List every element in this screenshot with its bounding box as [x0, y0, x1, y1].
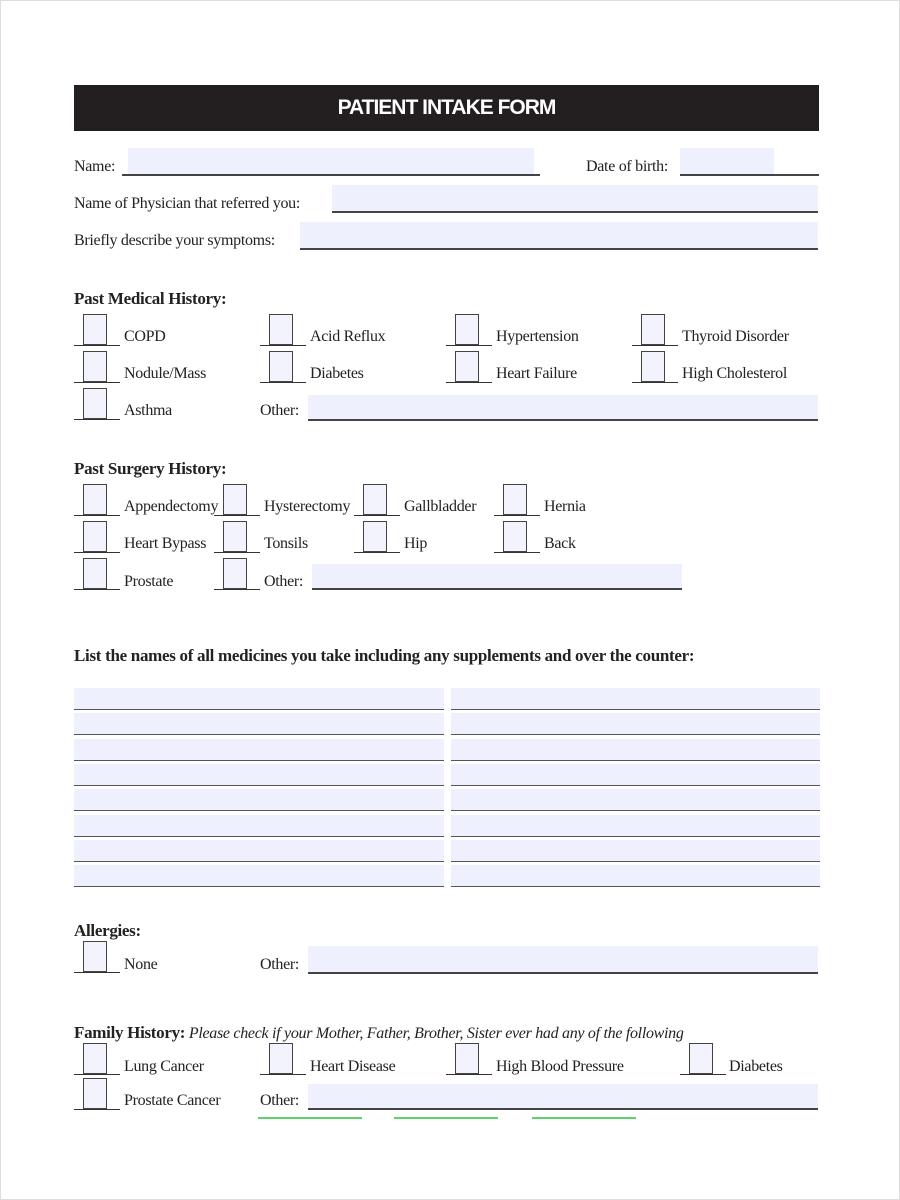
checkbox-high-cholesterol[interactable]	[632, 351, 678, 383]
dob-label: Date of birth:	[586, 158, 668, 175]
medicine-input[interactable]	[74, 840, 444, 862]
checkbox-surgery-other[interactable]	[214, 558, 260, 590]
checkbox-acid-reflux[interactable]	[260, 314, 306, 346]
option-label: Asthma	[124, 402, 172, 419]
symptoms-label: Briefly describe your symptoms:	[74, 232, 275, 249]
family-other-input[interactable]	[308, 1084, 818, 1110]
option-label: Acid Reflux	[310, 328, 386, 345]
surgery-other-label: Other:	[264, 573, 304, 590]
option-label: Heart Disease	[310, 1058, 396, 1075]
medicine-input[interactable]	[451, 789, 820, 811]
option-label: Prostate	[124, 573, 174, 590]
option-label: Thyroid Disorder	[682, 328, 789, 345]
option-label: Tonsils	[264, 535, 308, 552]
medicine-input[interactable]	[451, 739, 820, 761]
allergies-other-label: Other:	[260, 956, 300, 973]
form-title: PATIENT INTAKE FORM	[74, 85, 819, 131]
medicine-input[interactable]	[74, 688, 444, 710]
checkbox-appendectomy[interactable]	[74, 484, 120, 516]
surgery-history-heading: Past Surgery History:	[74, 459, 227, 478]
dob-underline	[680, 174, 819, 176]
option-label: Hypertension	[496, 328, 579, 345]
allergies-other-input[interactable]	[308, 946, 818, 974]
option-label: Appendectomy	[124, 498, 219, 515]
physician-label: Name of Physician that referred you:	[74, 195, 301, 212]
checkbox-prostate[interactable]	[74, 558, 120, 590]
option-label: Lung Cancer	[124, 1058, 204, 1075]
checkbox-copd[interactable]	[74, 314, 120, 346]
medicine-input[interactable]	[451, 840, 820, 862]
dob-input[interactable]	[680, 148, 774, 174]
medicine-input[interactable]	[451, 764, 820, 786]
name-underline	[122, 174, 540, 176]
family-note: Please check if your Mother, Father, Brother, Sister ever had any of the following	[188, 1025, 684, 1042]
checkbox-hernia[interactable]	[494, 484, 540, 516]
checkbox-tonsils[interactable]	[214, 521, 260, 553]
medicine-input[interactable]	[451, 688, 820, 710]
medical-other-label: Other:	[260, 402, 300, 419]
medicine-input[interactable]	[74, 764, 444, 786]
option-label: Hip	[404, 535, 428, 552]
checkbox-hip[interactable]	[354, 521, 400, 553]
name-label: Name:	[74, 158, 116, 175]
name-input[interactable]	[128, 148, 534, 174]
checkbox-high-blood-pressure[interactable]	[446, 1043, 492, 1075]
option-label: None	[124, 956, 158, 973]
surgery-other-input[interactable]	[312, 564, 682, 590]
family-history-heading	[74, 1023, 684, 1043]
option-label: Prostate Cancer	[124, 1092, 221, 1109]
option-label: Heart Failure	[496, 365, 577, 382]
checkbox-nodule-mass[interactable]	[74, 351, 120, 383]
option-label: Hysterectomy	[264, 498, 351, 515]
medicine-input[interactable]	[451, 865, 820, 887]
checkbox-back[interactable]	[494, 521, 540, 553]
checkbox-heart-failure[interactable]	[446, 351, 492, 383]
checkbox-lung-cancer[interactable]	[74, 1043, 120, 1075]
medicine-input[interactable]	[74, 815, 444, 837]
medicine-input[interactable]	[451, 815, 820, 837]
checkbox-family-diabetes[interactable]	[680, 1043, 726, 1075]
option-label: High Cholesterol	[682, 365, 787, 382]
option-label: Hernia	[544, 498, 586, 515]
option-label: Diabetes	[729, 1058, 783, 1075]
family-other-label: Other:	[260, 1092, 300, 1109]
option-label: COPD	[124, 328, 166, 345]
option-label: Heart Bypass	[124, 535, 207, 552]
medicine-input[interactable]	[74, 789, 444, 811]
option-label: High Blood Pressure	[496, 1058, 624, 1075]
green-underline	[532, 1117, 636, 1119]
checkbox-hypertension[interactable]	[446, 314, 492, 346]
symptoms-input[interactable]	[300, 222, 818, 250]
medicine-input[interactable]	[74, 865, 444, 887]
option-label: Diabetes	[310, 365, 364, 382]
green-underline	[394, 1117, 498, 1119]
medicine-input[interactable]	[74, 713, 444, 735]
checkbox-diabetes[interactable]	[260, 351, 306, 383]
checkbox-none[interactable]	[74, 941, 120, 973]
physician-input[interactable]	[332, 185, 818, 213]
option-label: Gallbladder	[404, 498, 477, 515]
medicines-heading: List the names of all medicines you take including any supplements and over the counter:	[74, 646, 695, 665]
checkbox-prostate-cancer[interactable]	[74, 1078, 120, 1110]
checkbox-thyroid-disorder[interactable]	[632, 314, 678, 346]
medicine-input[interactable]	[74, 739, 444, 761]
allergies-heading: Allergies:	[74, 921, 141, 940]
option-label: Back	[544, 535, 576, 552]
medical-history-heading: Past Medical History:	[74, 289, 227, 308]
medicine-input[interactable]	[451, 713, 820, 735]
option-label: Nodule/Mass	[124, 365, 207, 382]
checkbox-hysterectomy[interactable]	[214, 484, 260, 516]
checkbox-asthma[interactable]	[74, 388, 120, 420]
family-heading-text: Family History:	[74, 1023, 186, 1042]
green-underline	[258, 1117, 362, 1119]
checkbox-heart-disease[interactable]	[260, 1043, 306, 1075]
checkbox-heart-bypass[interactable]	[74, 521, 120, 553]
medical-other-input[interactable]	[308, 395, 818, 421]
checkbox-gallbladder[interactable]	[354, 484, 400, 516]
